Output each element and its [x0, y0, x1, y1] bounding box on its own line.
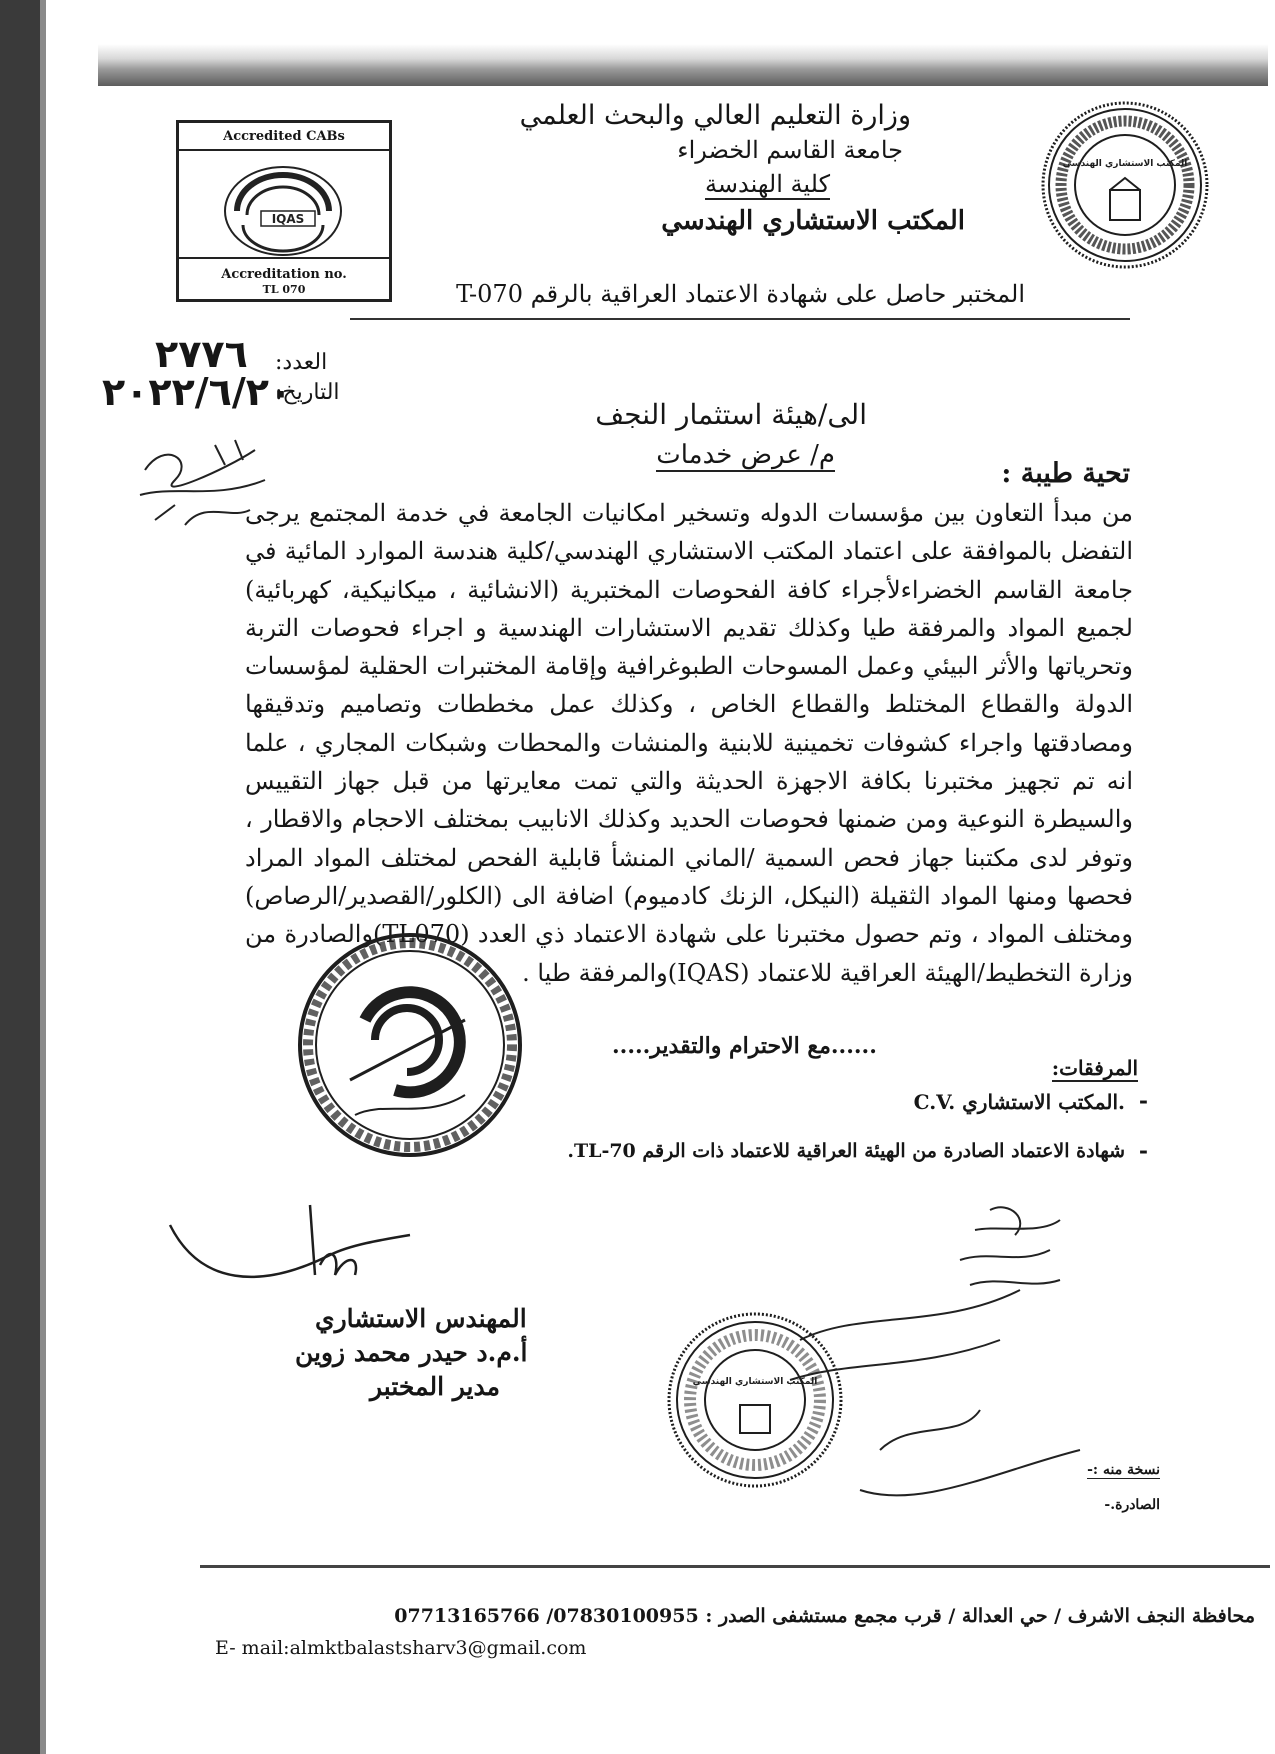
- letter-body-text: من مبدأ التعاون بين مؤسسات الدوله وتسخير امكانيات الجامعة في خدمة المجتمع يرجى التفضل بالموافقة على اعتماد المكتب الاستشاري الهندسي/كلية هندسة الموارد المائية في جامعة القاسم الخضراءلأجراء كافة الفحوصات المختبرية (الانشائية ، ميكانيكية، كهربائية) لجميع المواد والمرفقة طيا وكذلك تقديم الاستشارات الهندسية و اجراء فحوصات التربة وتحرياتها والأثر البيئي وعمل المسوحات الطبوغرافية وإقامة المختبرات الحقلية لمؤسسات الدولة والقطاع المختلط والقطاع الخاص ، وكذلك عمل مخططات وتصاميم وتدقيقها ومصادقتها واجراء كشوفات تخمينية للابنية والمنشات والمحطات وشبكات المجاري ، علما انه تم تجهيز مختبرنا بكافة الاجهزة الحديثة والتي تمت معايرتها من قبل جهاز التقييس والسيطرة النوعية ومن ضمنها فحوصات الحديد وكذلك الانابيب بمختلف الاحجام والاقطار ، وتوفر لدى مكتبنا جهاز فحص السمية /الماني المنشأ قابلية الفحص لمختلف المواد المراد فحصها ومنها المواد الثقيلة (النيكل، الزنك كادميوم) اضافة الى (الكلور/القصدير/الرصاص) ومختلف المواد ، وتم حصول مختبرنا على شهادة الاعتماد ذي العدد (TL070)والصادرة من وزارة التخطيط/الهيئة العراقية للاعتماد (IQAS)والمرفقة طيا .: [245, 499, 1134, 987]
- ministry-name: وزارة التعليم العالي والبحث العلمي: [519, 100, 911, 131]
- recipient: الى/هيئة استثمار النجف: [595, 398, 867, 431]
- attachment-item: شهادة الاعتماد الصادرة من الهيئة العراقية للاعتماد ذات الرقم TL-70.: [567, 1140, 1125, 1162]
- scan-top-band: [98, 44, 1268, 86]
- svg-text:IQAS: IQAS: [271, 212, 305, 226]
- attachments-label: المرفقات:: [1051, 1056, 1138, 1080]
- accreditation-label: Accreditation no.: [221, 267, 347, 282]
- university-seal: [1040, 100, 1210, 270]
- copy-to-label: نسخة منه :-: [1087, 1462, 1160, 1478]
- attachment-bullet: -: [1138, 1138, 1148, 1164]
- iqas-logo: [203, 153, 363, 263]
- attachment-bullet: -: [1138, 1088, 1148, 1114]
- footer-divider: [200, 1565, 1270, 1568]
- accreditation-box: [176, 120, 392, 302]
- number-value: ٢٧٧٦: [155, 332, 248, 376]
- issued-label: الصادرة.-: [1104, 1497, 1160, 1513]
- accreditation-box-title: Accredited CABs: [223, 129, 345, 144]
- greeting: تحية طيبة :: [1001, 458, 1130, 489]
- divider: [179, 149, 389, 151]
- accreditation-number: TL 070: [262, 283, 306, 296]
- subject: م/ عرض خدمات: [656, 440, 835, 470]
- signature-scribble: [160, 1195, 420, 1305]
- scan-edge-shadow: [40, 0, 46, 1754]
- signatory-title: المهندس الاستشاري: [315, 1304, 527, 1333]
- footer-address: محافظة النجف الاشرف / حي العدالة / قرب مجمع مستشفى الصدر : 07830100955/ 07713165766: [394, 1605, 1255, 1627]
- header-divider: [350, 318, 1130, 320]
- svg-text:المكتب الاستشاري الهندسي: المكتب الاستشاري الهندسي: [1062, 159, 1188, 169]
- attachment-item: C.V. المكتب الاستشاري.: [913, 1090, 1125, 1114]
- divider: [179, 257, 389, 259]
- university-name: جامعة القاسم الخضراء: [677, 136, 903, 164]
- office-name: المكتب الاستشاري الهندسي: [661, 206, 965, 236]
- college-seal: [665, 1310, 845, 1490]
- letter-body: [245, 494, 1133, 992]
- signatory-name: أ.م.د حيدر محمد زوين: [295, 1338, 528, 1367]
- signatory-role: مدير المختبر: [370, 1372, 501, 1401]
- footer-email: E- mail:almktbalastsharv3@gmail.com: [215, 1637, 587, 1659]
- svg-text:المكتب الاستشاري الهندسي: المكتب الاستشاري الهندسي: [692, 1377, 818, 1387]
- scan-edge: [0, 0, 40, 1754]
- investment-authority-stamp: [295, 930, 525, 1160]
- closing-line: ......مع الاحترام والتقدير.....: [612, 1033, 877, 1059]
- date-value: ٢٠٢٢/٦/٢٠: [102, 370, 293, 414]
- date-label: التاريخ:: [275, 380, 340, 405]
- accreditation-statement: المختبر حاصل على شهادة الاعتماد العراقية بالرقم T-070: [456, 280, 1025, 308]
- number-label: العدد:: [275, 350, 328, 375]
- college-name: كلية الهندسة: [705, 170, 830, 198]
